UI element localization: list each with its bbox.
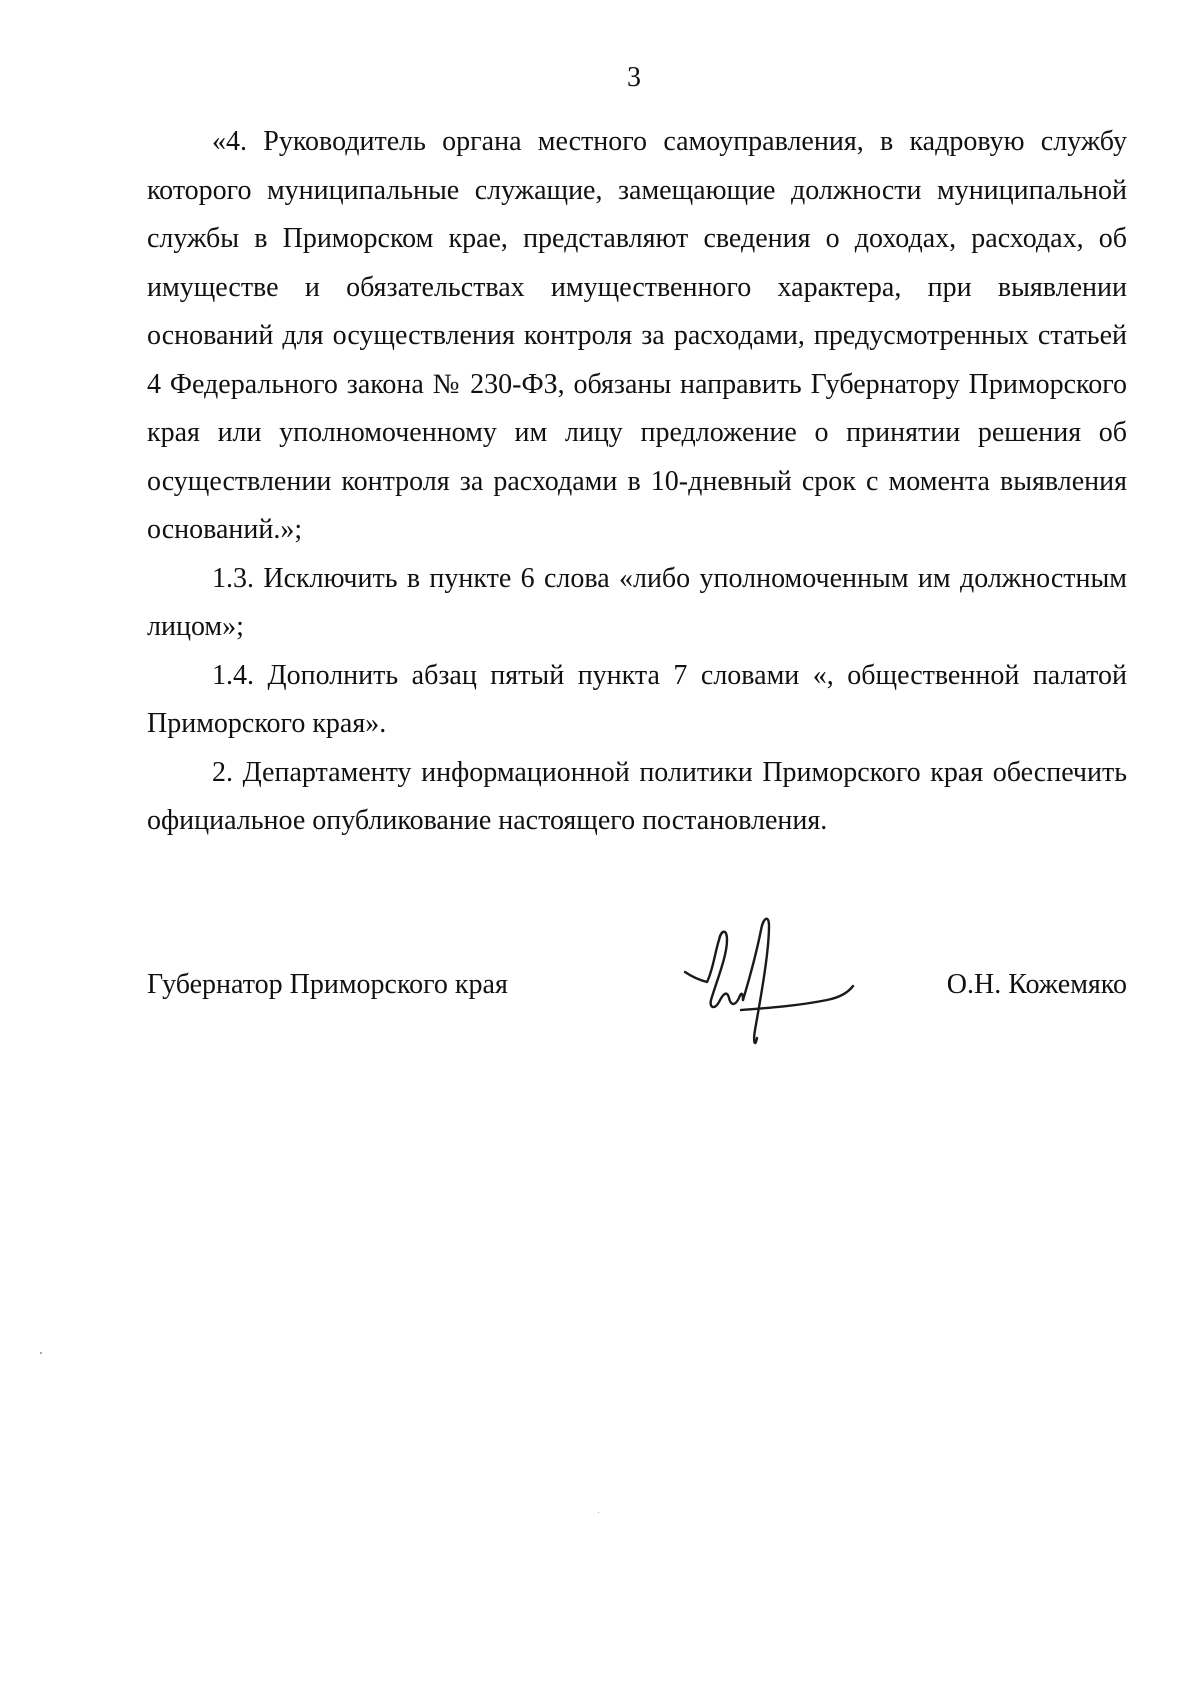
paragraph-1-4: 1.4. Дополнить абзац пятый пункта 7 словами «, общественной палатой Приморского края».	[147, 659, 1127, 739]
paragraph-1-3: 1.3. Исключить в пункте 6 слова «либо уполномоченным им должностным лицом»;	[147, 562, 1127, 642]
paragraph-amendment-4: «4. Руководитель органа местного самоуправления, в кадровую службу которого муниципальные служащие, замещающие должности муниципальной службы в Приморском крае, представляют сведения о доходах, расходах, об имуществе и обязательствах имущественного характера, при выявлении оснований для осуществления контроля за расходами, предусмотренных статьей 4 Федерального закона № 230-ФЗ, обязаны направить Губернатору Приморского края или уполномоченному им лицу предложение о принятии решения об осуществлении контроля за расходами в 10-дневный срок с момента выявления оснований.»;	[147, 126, 1127, 545]
signatory-title: Губернатор Приморского края	[147, 969, 508, 1000]
scan-speck	[40, 1352, 42, 1354]
handwritten-signature-icon	[677, 900, 857, 1050]
paragraph-2: 2. Департаменту информационной политики Приморского края обеспечить официальное опубликование настоящего постановления.	[147, 756, 1127, 836]
signature-block	[147, 900, 1127, 1060]
signatory-name: О.Н. Кожемяко	[946, 969, 1127, 1000]
page-number: 3	[627, 62, 641, 93]
document-body	[147, 118, 1127, 846]
scan-speck	[598, 1512, 599, 1513]
